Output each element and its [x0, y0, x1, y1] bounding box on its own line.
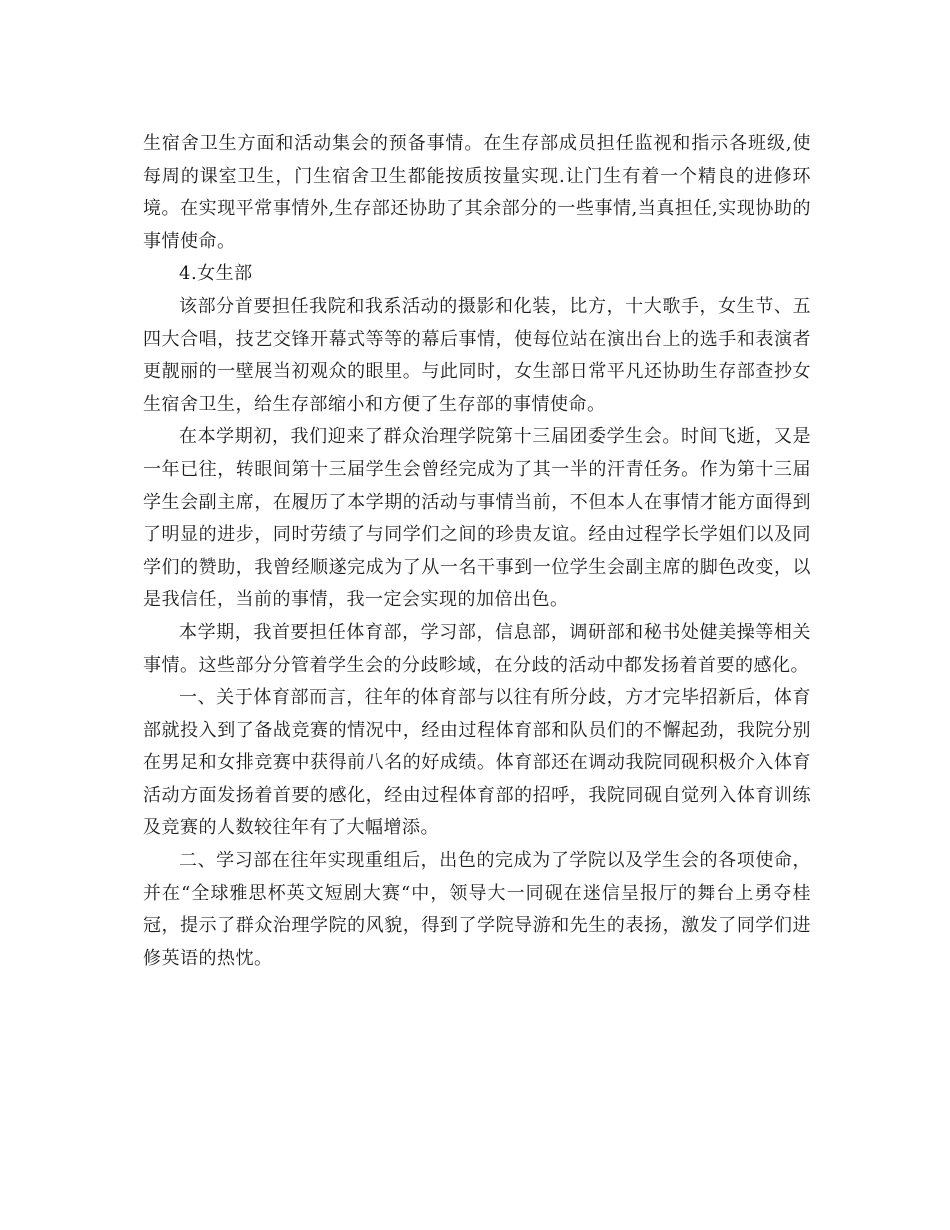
paragraph-girls-department: 该部分首要担任我院和我系活动的摄影和化装，比方，十大歌手，女生节、五四大合唱，技艺交锋开幕式等等的幕后事情，使每位站在演出台上的选手和表演者更靓丽的一壁展当初观众的眼里。与此同时，女生部日常平凡还协助生存部查抄女生宿舍卫生，给生存部缩小和方便了生存部的事情使命。	[143, 295, 811, 415]
paragraph-semester-intro: 在本学期初，我们迎来了群众治理学院第十三届团委学生会。时间飞逝，又是一年已往，转眼间第十三届学生会曾经完成为了其一半的汗青任务。作为第十三届学生会副主席，在履历了本学期的活动与事情当前，不但本人在事情才能方面得到了明显的进步，同时劳绩了与同学们之间的珍贵友谊。经由过程学长学姐们以及同学们的赞助，我曾经顺遂完成为了从一名干事到一位学生会副主席的脚色改变，以是我信任，当前的事情，我一定会实现的加倍出色。	[143, 426, 811, 611]
section-heading-girls-department: 4.女生部	[179, 263, 253, 285]
paragraph-study-department: 二、学习部在往年实现重组后，出色的完成为了学院以及学生会的各项使命，并在“全球雅思杯英文短剧大赛“中，领导大一同砚在迷信呈报厅的舞台上勇夺桂冠，提示了群众治理学院的风貌，得到了学院导游和先生的表扬，激发了同学们进修英语的热忱。	[143, 850, 811, 969]
paragraph-continuation: 生宿舍卫生方面和活动集会的预备事情。在生存部成员担任监视和指示各班级,使每周的课室卫生，门生宿舍卫生都能按质按量实现.让门生有着一个精良的进修环境。在实现平常事情外,生存部还协助了其余部分的一些事情,当真担任,实现协助的事情使命。	[143, 133, 811, 252]
paragraph-sports-department: 一、关于体育部而言，往年的体育部与以往有所分歧，方才完毕招新后，体育部就投入到了备战竞赛的情况中，经由过程体育部和队员们的不懈起劲，我院分别在男足和女排竞赛中获得前八名的好成绩。体育部还在调动我院同砚积极介入体育活动方面发扬着首要的感化，经由过程体育部的招呼，我院同砚自觉列入体育训练及竞赛的人数较往年有了大幅增添。	[143, 687, 811, 839]
document-page	[143, 128, 811, 975]
paragraph-responsibilities: 本学期，我首要担任体育部，学习部，信息部，调研部和秘书处健美操等相关事情。这些部分分管着学生会的分歧畛域，在分歧的活动中都发扬着首要的感化。	[143, 621, 811, 676]
